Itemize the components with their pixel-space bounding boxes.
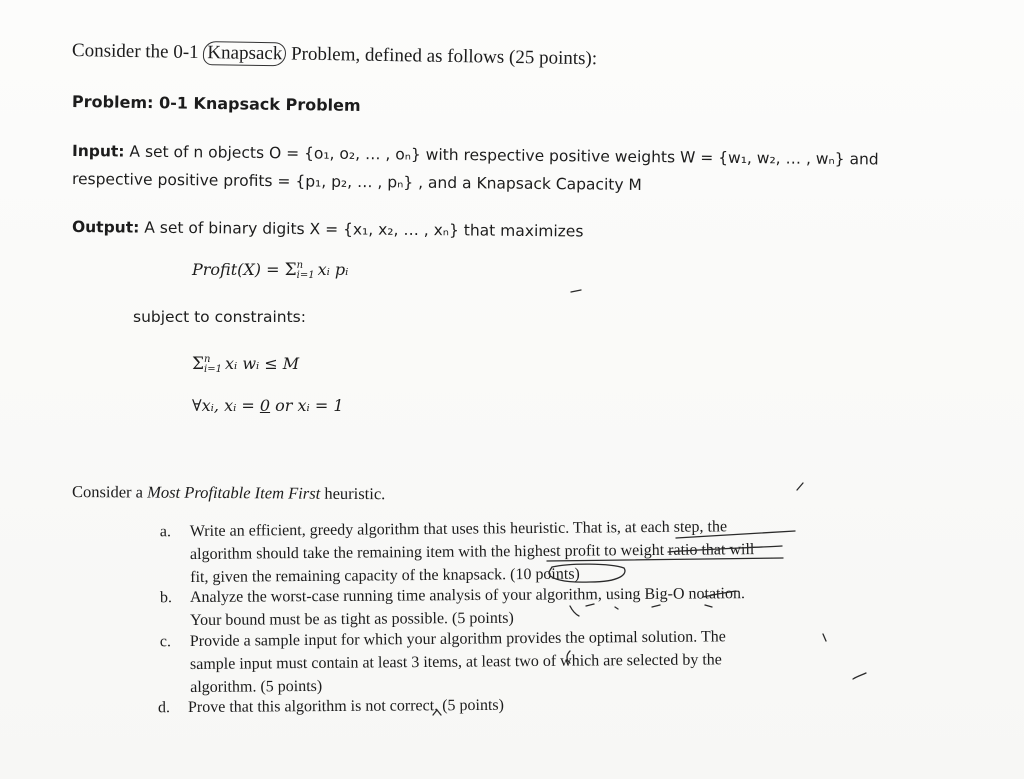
item-marker: a. bbox=[159, 523, 171, 541]
item-marker: b. bbox=[159, 589, 172, 607]
heuristic-name: Most Profitable Item First bbox=[147, 482, 321, 503]
input-line-2: respective positive profits = {p₁, p₂, … , pₙ} , and a Knapsack Capacity M bbox=[71, 170, 642, 194]
intro-sentence bbox=[72, 40, 597, 70]
profit-rhs: xᵢ pᵢ bbox=[317, 260, 349, 279]
item-line: algorithm should take the remaining item with the highest profit to weight ratio that will bbox=[189, 541, 755, 563]
subject-to-label: subject to constraints: bbox=[133, 308, 306, 326]
constraint1-rhs: xᵢ wᵢ ≤ M bbox=[224, 354, 300, 373]
input-text-1: A set of n objects O = {o₁, o₂, … , oₙ} with respective positive weights W = {w₁, w₂, … , wₙ} and bbox=[124, 142, 879, 169]
stroke-mark bbox=[853, 673, 866, 679]
list-item-c bbox=[159, 625, 727, 699]
binary-constraint bbox=[192, 396, 344, 415]
sum-sub: i=1 bbox=[296, 269, 315, 281]
heuristic-before: Consider a bbox=[71, 482, 148, 502]
problem-heading: Problem: 0-1 Knapsack Problem bbox=[71, 92, 361, 116]
output-line bbox=[72, 218, 584, 240]
item-line: sample input must contain at least 3 items, at least two of which are selected by the bbox=[189, 651, 722, 673]
sum-limits bbox=[204, 355, 222, 375]
sum-symbol: Σ bbox=[192, 354, 205, 374]
intro-before: Consider the 0-1 bbox=[71, 40, 204, 64]
tick-mark bbox=[823, 634, 826, 641]
item-line: Your bound must be as tight as possible. (5 points) bbox=[190, 609, 514, 629]
item-marker: c. bbox=[159, 633, 171, 651]
sum-sub: i=1 bbox=[204, 363, 222, 375]
sum-limits bbox=[297, 261, 315, 281]
sum-sup: n bbox=[296, 259, 304, 271]
sum-symbol: Σ bbox=[284, 260, 297, 280]
output-label: Output: bbox=[71, 218, 140, 237]
constraint2-zero: 0 bbox=[259, 396, 271, 415]
item-marker: d. bbox=[157, 699, 171, 717]
output-text: A set of binary digits X = {x₁, x₂, … , xₙ} that maximizes bbox=[139, 218, 584, 241]
list-item-d bbox=[157, 694, 505, 719]
heuristic-after: heuristic. bbox=[320, 483, 386, 504]
list-item-a bbox=[159, 515, 755, 589]
input-label: Input: bbox=[71, 142, 125, 161]
constraint2-pre: ∀xᵢ, xᵢ = bbox=[192, 396, 260, 415]
sum-sup: n bbox=[204, 353, 211, 365]
slash-mark bbox=[797, 483, 803, 490]
item-line: Analyze the worst-case running time analysis of your algorithm, using Big-O notation. bbox=[189, 585, 745, 607]
profit-lhs: Profit(X) = bbox=[192, 260, 285, 279]
item-line: fit, given the remaining capacity of the knapsack. (10 points) bbox=[190, 565, 580, 586]
item-line: Provide a sample input for which your algorithm provides the optimal solution. The bbox=[189, 628, 726, 651]
heuristic-sentence bbox=[72, 482, 385, 504]
item-line: Write an efficient, greedy algorithm that uses this heuristic. That is, at each step, the bbox=[189, 518, 728, 541]
circled-word: Knapsack bbox=[203, 41, 286, 66]
intro-after: Problem, defined as follows (25 points): bbox=[286, 43, 598, 70]
dash-mark bbox=[571, 290, 581, 292]
profit-formula bbox=[192, 260, 348, 281]
input-line-1 bbox=[72, 142, 879, 168]
weight-constraint bbox=[192, 354, 299, 375]
list-item-b bbox=[159, 582, 745, 632]
item-line: Prove that this algorithm is not correct. (5 points) bbox=[187, 696, 505, 716]
constraint2-post: or xᵢ = 1 bbox=[270, 396, 344, 415]
item-line: algorithm. (5 points) bbox=[190, 677, 323, 696]
